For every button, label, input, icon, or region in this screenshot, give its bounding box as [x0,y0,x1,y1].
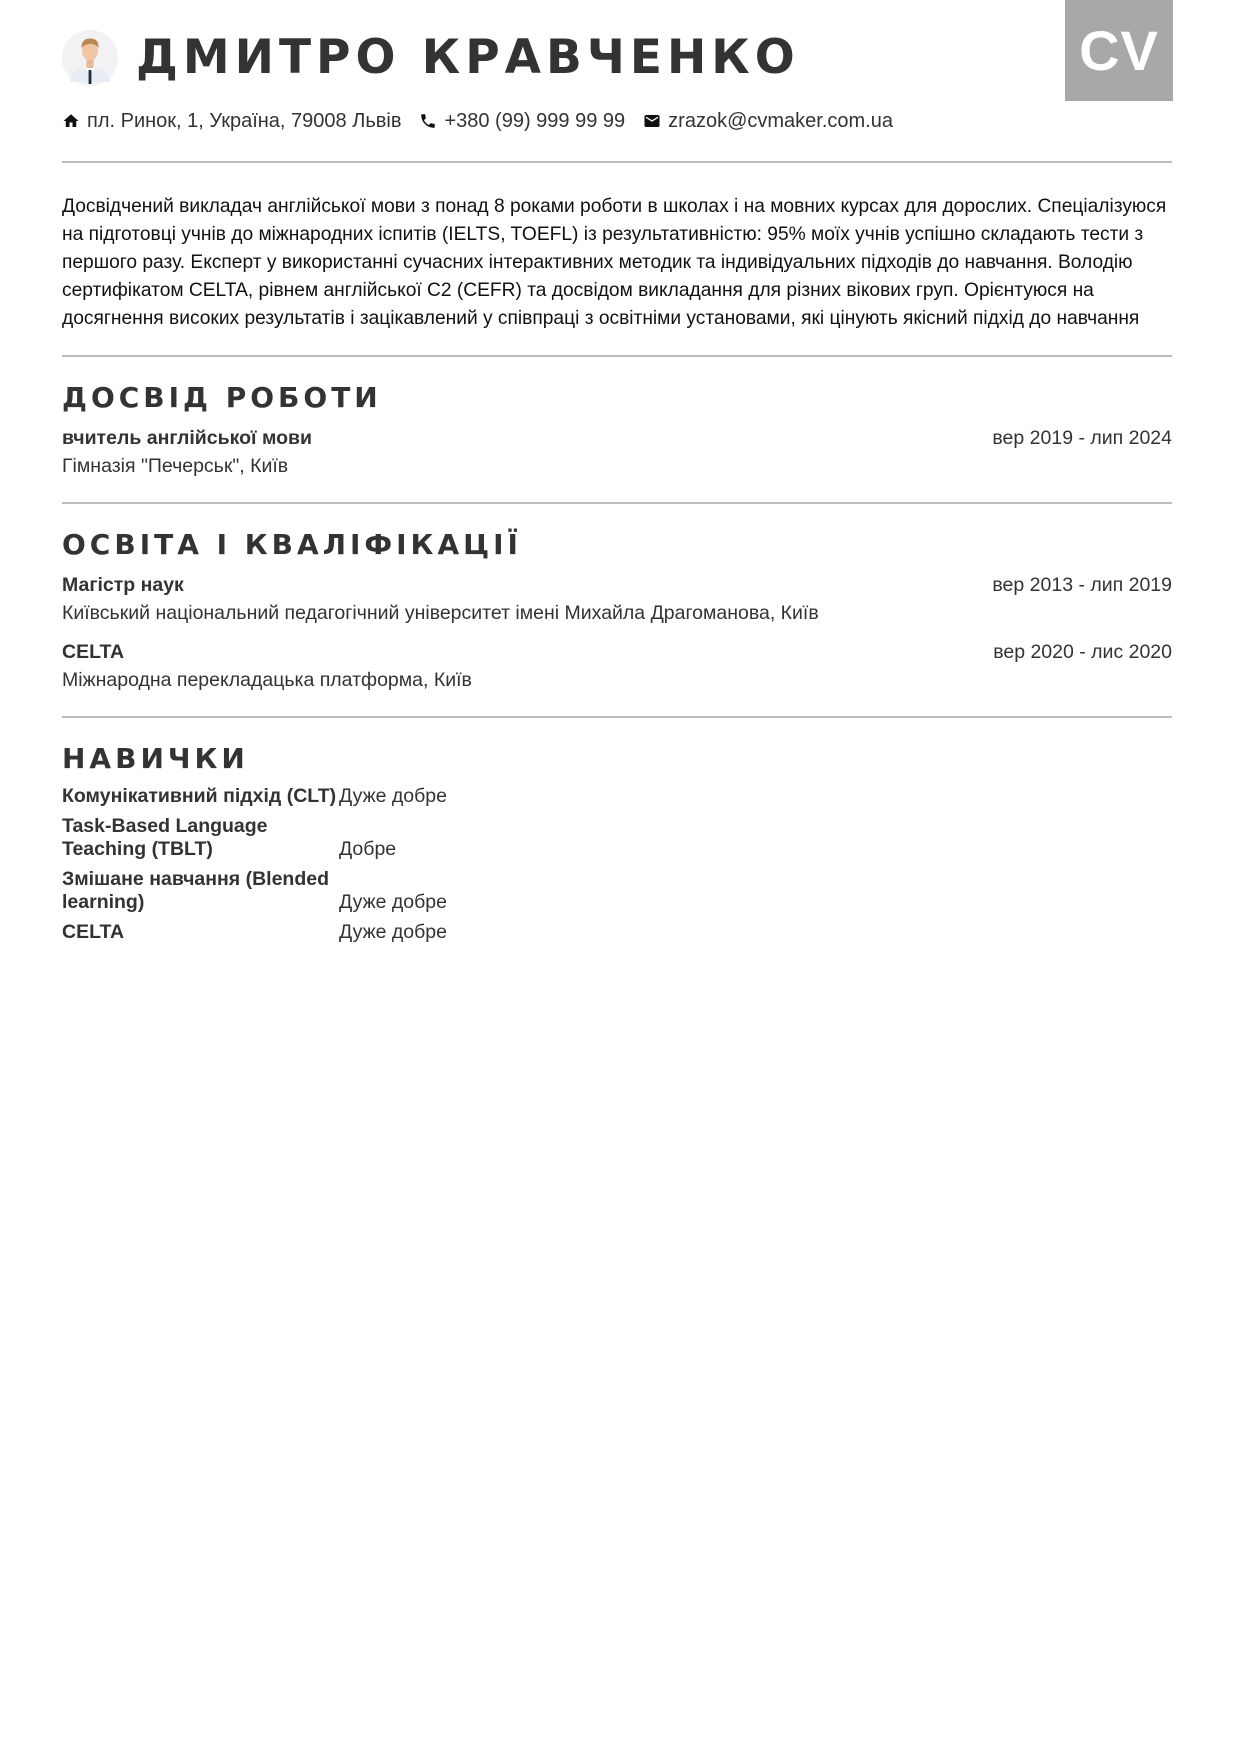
skill-name: Task-Based Language Teaching (TBLT) [62,815,268,860]
skills-list [62,785,1172,944]
skill-level: Дуже добре [339,785,447,807]
cv-badge: CV [1065,0,1173,101]
contact-phone [419,110,625,133]
resume-page [62,0,1172,951]
experience-section [62,381,1172,480]
section-title-education: ОСВІТА І КВАЛІФІКАЦІЇ [62,528,522,561]
skill-row [62,815,1172,861]
section-title-skills: НАВИЧКИ [62,742,249,775]
experience-entry [62,424,1172,480]
skill-level: Дуже добре [339,891,447,913]
person-photo-icon [62,30,118,86]
skill-row [62,868,1172,914]
degree-title: Магістр наук [62,574,184,596]
profile-summary: Досвідчений викладач англійської мови з понад 8 роками роботи в школах і на мовних курсах для дорослих. Спеціалізуюся на підготовці учнів до міжнародних іспитів (IELTS, TOEFL) із результативністю: 95% моїх учнів успішно складають тести з першого разу. Експерт у використанні сучасних інтерактивних методик та індивідуальних підходів до навчання. Володію сертифікатом CELTA, рівнем англійської C2 (CEFR) та досвідом викладання для різних вікових груп. Орієнтуюся на досягнення високих результатів і зацікавлений у співпраці з освітніми установами, які цінують якісний підхід до навчання [62,196,1167,329]
full-name: ДМИТРО КРАВЧЕНКО [136,29,800,85]
job-title: вчитель англійської мови [62,427,312,449]
mail-icon [643,112,661,130]
skill-name: CELTA [62,921,125,943]
education-entry [62,571,1172,627]
skill-level: Добре [339,838,397,860]
divider [62,502,1172,504]
phone-icon [419,112,437,130]
degree-institution: Київський національний педагогічний університет імені Михайла Драгоманова, Київ [62,602,819,624]
education-section [62,528,1172,694]
skill-level: Дуже добре [339,921,447,943]
email-text: zrazok@cvmaker.com.ua [668,109,893,132]
skill-row [62,921,1172,944]
job-dates: вер 2019 - лип 2024 [992,427,1172,449]
contact-address [62,110,401,133]
header [62,0,1172,110]
divider [62,716,1172,718]
home-icon [62,112,80,130]
contact-bar [62,110,1172,132]
degree-dates: вер 2013 - лип 2019 [992,574,1172,596]
skill-row [62,785,1172,808]
education-entry [62,638,1172,694]
skill-name: Змішане навчання (Blended learning) [62,868,330,913]
degree-dates: вер 2020 - лис 2020 [993,641,1172,663]
section-title-experience: ДОСВІД РОБОТИ [62,381,382,414]
divider [62,161,1172,163]
skills-section [62,742,1172,944]
degree-title: CELTA [62,641,125,663]
address-text: пл. Ринок, 1, Україна, 79008 Львів [87,109,402,132]
phone-text: +380 (99) 999 99 99 [444,109,626,132]
job-employer: Гімназія "Печерськ", Київ [62,455,289,477]
divider [62,355,1172,357]
contact-email [643,110,893,133]
degree-institution: Міжнародна перекладацька платформа, Київ [62,669,472,691]
skill-name: Комунікативний підхід (CLT) [62,785,337,807]
